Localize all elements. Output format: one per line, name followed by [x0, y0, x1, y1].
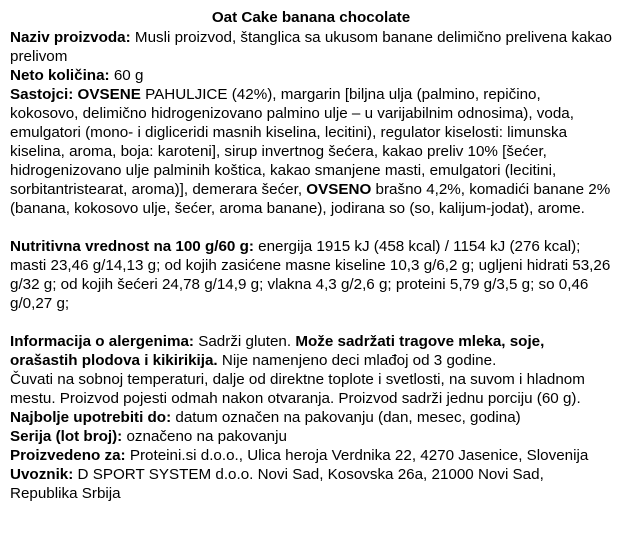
best-before-value: datum označen na pakovanju (dan, mesec, godina) [175, 409, 521, 426]
ingredients-label: Sastojci: [10, 86, 74, 103]
allergens-label: Informacija o alergenima: [10, 333, 194, 350]
importer-label: Uvoznik: [10, 466, 74, 483]
nutrition-value: energija 1915 kJ (458 kcal) / 1154 kJ (276 kcal); masti 23,46 g/14,13 g; od kojih zasićene masne kiseline 10,3 g/6,2 g; ugljeni hidrati 53,26 g/32 g; od kojih šećeri 24,78 g/14,9 g; vlakna 4,3 g/2,6 g; proteini 5,79 g/3,5 g; so 0,46 g/0,27 g; [10, 238, 611, 312]
net-quantity-label: Neto količina: [10, 67, 110, 84]
batch-row [10, 427, 612, 446]
net-quantity-value: 60 g [113, 67, 144, 84]
producer-label: Proizvedeno za: [10, 447, 126, 464]
allergens-row [10, 332, 612, 370]
best-before-label: Najbolje upotrebiti do: [10, 409, 172, 426]
producer-row [10, 446, 612, 465]
nutrition-label: Nutritivna vrednost na 100 g/60 g: [10, 238, 254, 255]
ingredients-row [10, 85, 612, 218]
product-name-row [10, 28, 612, 66]
product-name-value: Musli proizvod, štanglica sa ukusom banane delimično prelivena kakao prelivom [10, 29, 612, 65]
best-before-row [10, 408, 612, 427]
allergens-traces: Može sadržati tragove mleka, soje, orašastih plodova i kikirikija. [10, 333, 545, 369]
ingredient-oats-allergen: OVSENE [77, 86, 141, 103]
nutrition-row [10, 237, 612, 313]
ingredients-text-part1: PAHULJICE (42%), margarin [biljna ulja (palmino, repičino, kokosovo, delimično hidrogenizovano palmino ulje – u varijabilnim odnosima), voda, emulgatori (mono- i digliceridi masnih kiselina, lecitini), regulator kiselosti: limunska kiselina, aroma, boja: karoteni], sirup invertnog šećera, kakao preliv 10% [šećer, hidrogenizovano ulje palminih koštica, kakao smanjene masti, emulgatori (lecitini, sorbitantristearat, aroma)], demerara šećer, [10, 86, 574, 198]
product-title: Oat Cake banana chocolate [211, 9, 411, 26]
net-quantity-row [10, 66, 612, 85]
allergens-children: Nije namenjeno deci mlađoj od 3 godine. [221, 352, 497, 369]
batch-value: označeno na pakovanju [126, 428, 287, 445]
spacer [10, 218, 612, 237]
batch-label: Serija (lot broj): [10, 428, 123, 445]
product-name-label: Naziv proizvoda: [10, 29, 131, 46]
ingredients-text-part2: brašno 4,2%, komadići banane 2% (banana, kokosovo ulje, šećer, aroma banane), jodirana so (so, kalijum-jodat), arome. [10, 181, 611, 217]
ingredient-oat-flour-allergen: OVSENO [306, 181, 372, 198]
producer-value: Proteini.si d.o.o., Ulica heroja Verdnika 22, 4270 Jasenice, Slovenija [129, 447, 589, 464]
storage-instructions: Čuvati na sobnoj temperaturi, dalje od direktne toplote i svetlosti, na suvom i hladnom mestu. Proizvod pojesti odmah nakon otvaranja. Proizvod sadrži jednu porciju (60 g). [10, 371, 585, 407]
spacer [10, 313, 612, 332]
importer-value: D SPORT SYSTEM d.o.o. Novi Sad, Kosovska 26a, 21000 Novi Sad, Republika Srbija [10, 466, 544, 502]
allergens-gluten: Sadrži gluten. [198, 333, 292, 350]
importer-row [10, 465, 612, 503]
